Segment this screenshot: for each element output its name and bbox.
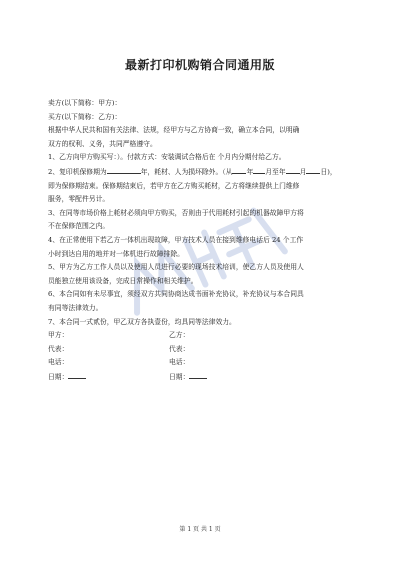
tel-b-label: 电话： [169, 358, 190, 367]
clause-2-part-d: 月至年 [265, 167, 286, 176]
start-month-blank [253, 165, 265, 174]
clause-2-part-b: 年，耗材、人为损坏除外。（从 [140, 167, 233, 176]
clause-4-line-1: 4、在正常使用下若乙方一体机出现故障，甲方技术人员在接到维修电话后 24 个工作 [48, 235, 304, 244]
tel-a-label: 电话： [48, 358, 69, 367]
clause-5-line-2: 员能独立使用该设备，完成日常操作和相关维护。 [48, 276, 198, 285]
sign-rep-row [48, 343, 358, 357]
date-b-blank [189, 370, 207, 379]
date-b-label: 日期： [169, 372, 190, 381]
intro-line-1: 根据中华人民共和国有关法律、法规，经甲方与乙方协商一致，确立本合同，以明确 [48, 126, 300, 135]
clause-2-part-c: 年 [246, 167, 254, 176]
clause-2-line-2: 即为保修期结束。保修期结束后，若甲方在乙方购买耗材，乙方将继续提供上门维修 [48, 181, 300, 190]
intro-line-2: 双方的权利、义务，共同严格遵守。 [48, 139, 157, 148]
document-title: 最新打印机购销合同通用版 [124, 58, 275, 72]
contract-body [48, 97, 358, 383]
date-a-label: 日期： [48, 372, 69, 381]
rep-b-label: 代表： [169, 344, 190, 353]
clause-4-line-2: 小时到达自用的地并对一体机进行故障排除。 [48, 249, 184, 258]
date-a-blank [68, 370, 86, 379]
clause-2-part-f: 日)， [320, 167, 337, 176]
clause-3-line-2: 不在保修范围之内。 [48, 222, 110, 231]
clause-7: 7、本合同一式贰份，甲乙双方各执壹份，均具同等法律效力。 [48, 317, 236, 326]
clause-6-line-2: 有同等法律效力。 [48, 303, 103, 312]
date-b [169, 370, 207, 385]
warranty-years-blank [107, 165, 141, 174]
party-a-label: 甲方： [48, 331, 69, 340]
clause-2-line-3: 服务，零配件另计。 [48, 195, 110, 204]
clause-5-line-1: 5、甲方为乙方工作人员以及使用人员进行必要的现场技术培训，使乙方人员及使用人 [48, 263, 304, 272]
page-footer: 第 1 页 共 1 页 [179, 526, 221, 533]
sign-tel-row [48, 356, 358, 370]
sign-party-row [48, 329, 358, 343]
clause-2 [48, 165, 358, 180]
buyer-line: 买方(以下简称：乙方)： [48, 112, 122, 121]
date-a [48, 370, 86, 385]
party-b-label: 乙方： [169, 331, 190, 340]
clause-1: 1、乙方向甲方购买写：）。付款方式：安装调试合格后在 个月内分期付给乙方。 [48, 153, 286, 162]
rep-a-label: 代表： [48, 344, 69, 353]
clause-2-part-a: 2、复印机保修期为 [48, 167, 107, 176]
sign-date-row [48, 370, 358, 384]
start-year-blank [232, 165, 246, 174]
clause-3-line-1: 3、在同等市场价格上耗材必须向甲方购买，否则由于代用耗材引起的机器故障甲方将 [48, 208, 304, 217]
clause-6-line-1: 6、本合同如有未尽事宜，须经双方共同协商达成书面补充协议，补充协议与本合同具 [48, 290, 304, 299]
end-month-blank [286, 165, 300, 174]
seller-line: 卖方(以下简称：甲方)： [48, 99, 122, 107]
end-day-blank [306, 165, 320, 174]
clause-2-part-e: 月 [299, 167, 307, 176]
